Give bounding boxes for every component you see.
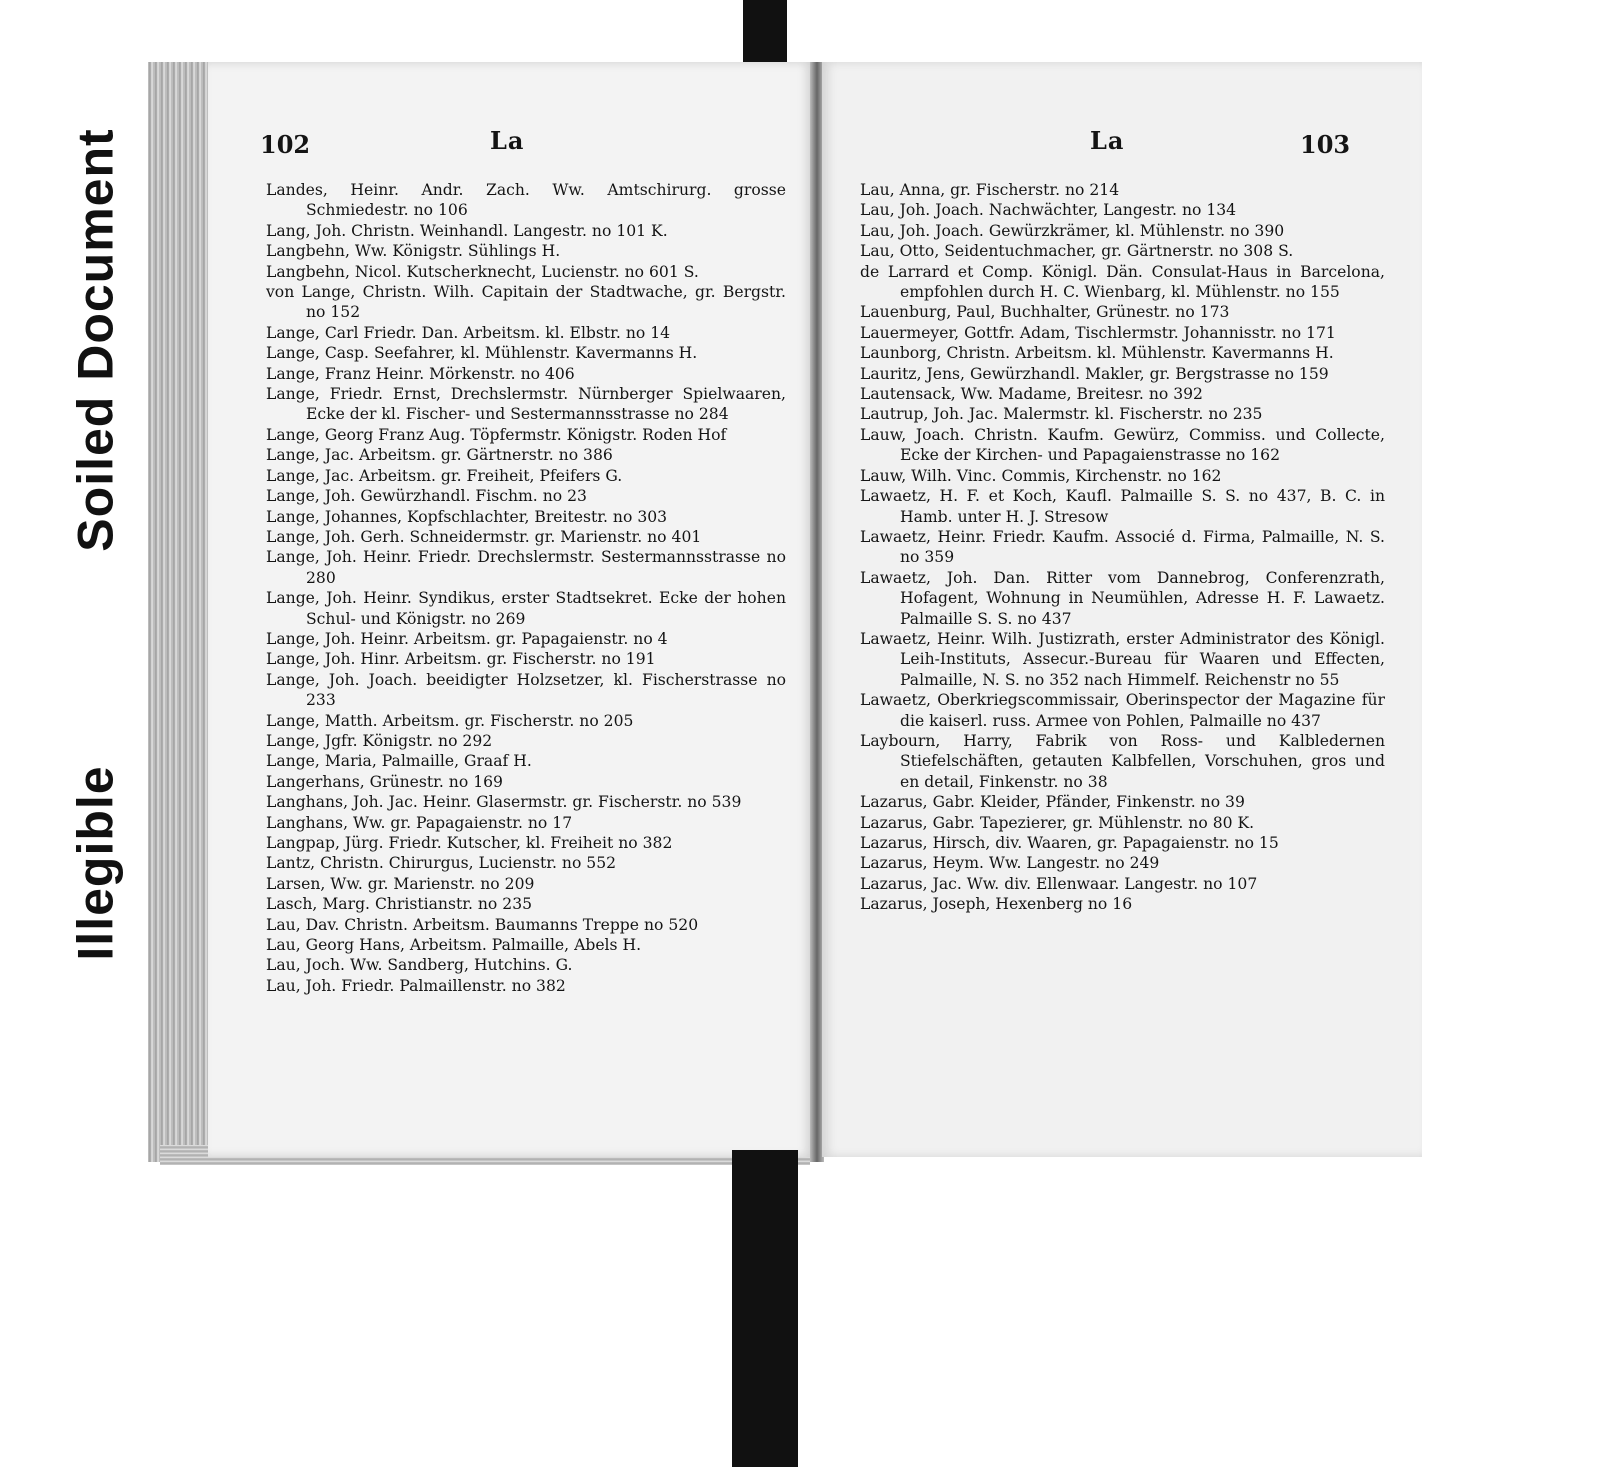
directory-entry: von Lange, Christn. Wilh. Capitain der Stadtwache, gr. Bergstr. no 152 <box>266 283 786 322</box>
directory-entry: Lawaetz, H. F. et Koch, Kaufl. Palmaille S. S. no 437, B. C. in Hamb. unter H. J. Stresow <box>860 487 1385 526</box>
directory-entry: Lange, Maria, Palmaille, Graaf H. <box>266 752 532 771</box>
page-edges <box>148 62 212 1162</box>
directory-entry: Langbehn, Nicol. Kutscherknecht, Lucienstr. no 601 S. <box>266 262 699 281</box>
directory-entry: Lawaetz, Joh. Dan. Ritter vom Dannebrog, Conferenzrath, Hofagent, Wohnung in Neumühlen, Adresse H. F. Lawaetz. Palmaille S. S. no 437 <box>860 568 1385 628</box>
directory-entry: Lazarus, Gabr. Kleider, Pfänder, Finkenstr. no 39 <box>860 793 1245 812</box>
directory-entry: Lazarus, Heym. Ww. Langestr. no 249 <box>860 854 1160 873</box>
page-number-right: 103 <box>1300 130 1351 159</box>
directory-entry: Lange, Jac. Arbeitsm. gr. Gärtnerstr. no 386 <box>266 446 613 465</box>
directory-entry: Lange, Johannes, Kopfschlachter, Breitestr. no 303 <box>266 507 668 526</box>
directory-entry: Lang, Joh. Christn. Weinhandl. Langestr. no 101 K. <box>266 221 668 240</box>
directory-entry: Lange, Joh. Heinr. Syndikus, erster Stadtsekret. Ecke der hohen Schul- und Königstr. no 269 <box>266 589 786 628</box>
directory-entry: Laybourn, Harry, Fabrik von Ross- und Kalbledernen Stiefelschäften, getauten Kalbfellen, Vorschuhen, gros und en detail, Finkenstr. no 38 <box>860 731 1385 791</box>
directory-entry: Lawaetz, Heinr. Friedr. Kaufm. Associé d. Firma, Palmaille, N. S. no 359 <box>860 527 1385 567</box>
directory-entry: Lange, Joh. Joach. beeidigter Holzsetzer, kl. Fischerstrasse no 233 <box>266 670 786 710</box>
directory-entry: Lau, Georg Hans, Arbeitsm. Palmaille, Abels H. <box>266 936 642 955</box>
directory-entry: Lauenburg, Paul, Buchhalter, Grünestr. no 173 <box>860 303 1230 322</box>
directory-entry: Lau, Joh. Joach. Nachwächter, Langestr. no 134 <box>860 201 1237 220</box>
directory-entry: Lange, Joh. Gewürzhandl. Fischm. no 23 <box>266 487 587 506</box>
directory-entry: Lazarus, Jac. Ww. div. Ellenwaar. Langestr. no 107 <box>860 874 1258 893</box>
directory-entry: Lange, Georg Franz Aug. Töpfermstr. Königstr. Roden Hof <box>266 425 727 444</box>
directory-entry: Lange, Carl Friedr. Dan. Arbeitsm. kl. Elbstr. no 14 <box>266 323 671 342</box>
directory-entry: de Larrard et Comp. Königl. Dän. Consulat-Haus in Barcelona, empfohlen durch H. C. Wienbarg, kl. Mühlenstr. no 155 <box>860 262 1385 302</box>
directory-entry: Langerhans, Grünestr. no 169 <box>266 772 503 791</box>
directory-entry: Lau, Joh. Friedr. Palmaillenstr. no 382 <box>266 976 566 995</box>
directory-entry: Lange, Jgfr. Königstr. no 292 <box>266 731 493 750</box>
directory-entry: Lawaetz, Oberkriegscommissair, Oberinspector der Magazine für die kaiserl. russ. Armee von Pohlen, Palmaille no 437 <box>860 691 1385 730</box>
page-number-left: 102 <box>260 130 311 159</box>
directory-entry: Lazarus, Gabr. Tapezierer, gr. Mühlenstr. no 80 K. <box>860 813 1255 832</box>
directory-entry: Lauw, Wilh. Vinc. Commis, Kirchenstr. no 162 <box>860 466 1222 485</box>
directory-entry: Landes, Heinr. Andr. Zach. Ww. Amtschirurg. grosse Schmiedestr. no 106 <box>266 181 786 220</box>
soiled-document-stamp: Soiled Document <box>68 128 124 552</box>
directory-entry: Lauritz, Jens, Gewürzhandl. Makler, gr. Bergstrasse no 159 <box>860 364 1329 383</box>
directory-entry: Lauw, Joach. Christn. Kaufm. Gewürz, Commiss. und Collecte, Ecke der Kirchen- und Papagaienstrasse no 162 <box>860 425 1385 465</box>
directory-entry: Lange, Joh. Hinr. Arbeitsm. gr. Fischerstr. no 191 <box>266 650 656 669</box>
directory-entry: Launborg, Christn. Arbeitsm. kl. Mühlenstr. Kavermanns H. <box>860 344 1334 363</box>
illegible-stamp: Illegible <box>68 764 125 961</box>
directory-entry: Langhans, Joh. Jac. Heinr. Glasermstr. gr. Fischerstr. no 539 <box>266 793 742 812</box>
directory-entry: Lau, Joch. Ww. Sandberg, Hutchins. G. <box>266 956 573 975</box>
directory-entry: Lange, Joh. Heinr. Arbeitsm. gr. Papagaienstr. no 4 <box>266 629 668 648</box>
binding-strip-top <box>743 0 787 68</box>
directory-entry: Lange, Franz Heinr. Mörkenstr. no 406 <box>266 364 575 383</box>
directory-entry: Lange, Casp. Seefahrer, kl. Mühlenstr. Kavermanns H. <box>266 344 698 363</box>
page-heading-right: La <box>1090 126 1125 155</box>
directory-entry: Lauermeyer, Gottfr. Adam, Tischlermstr. Johannisstr. no 171 <box>860 323 1336 342</box>
page-heading-left: La <box>490 126 525 155</box>
left-entry-list <box>266 180 786 996</box>
directory-entry: Lau, Joh. Joach. Gewürzkrämer, kl. Mühlenstr. no 390 <box>860 221 1285 240</box>
directory-entry: Lange, Jac. Arbeitsm. gr. Freiheit, Pfeifers G. <box>266 466 623 485</box>
directory-entry: Langpap, Jürg. Friedr. Kutscher, kl. Freiheit no 382 <box>266 834 673 852</box>
directory-entry: Langbehn, Ww. Königstr. Sühlings H. <box>266 242 561 261</box>
directory-entry: Lantz, Christn. Chirurgus, Lucienstr. no 552 <box>266 854 617 873</box>
left-page <box>208 62 813 1157</box>
directory-entry: Lau, Otto, Seidentuchmacher, gr. Gärtnerstr. no 308 S. <box>860 242 1294 261</box>
directory-entry: Langhans, Ww. gr. Papagaienstr. no 17 <box>266 813 573 832</box>
binding-strip-bottom <box>732 1150 798 1467</box>
directory-entry: Lange, Friedr. Ernst, Drechslermstr. Nürnberger Spielwaaren, Ecke der kl. Fischer- und Sestermannsstrasse no 284 <box>266 385 786 424</box>
directory-entry: Lazarus, Joseph, Hexenberg no 16 <box>860 895 1133 914</box>
directory-entry: Lau, Dav. Christn. Arbeitsm. Baumanns Treppe no 520 <box>266 915 699 934</box>
directory-entry: Lange, Joh. Heinr. Friedr. Drechslermstr. Sestermannsstrasse no 280 <box>266 548 786 587</box>
directory-entry: Lazarus, Hirsch, div. Waaren, gr. Papagaienstr. no 15 <box>860 834 1279 852</box>
directory-entry: Lau, Anna, gr. Fischerstr. no 214 <box>860 181 1120 199</box>
right-page <box>822 62 1422 1157</box>
directory-entry: Larsen, Ww. gr. Marienstr. no 209 <box>266 874 535 893</box>
directory-entry: Lange, Matth. Arbeitsm. gr. Fischerstr. no 205 <box>266 711 634 730</box>
directory-entry: Lasch, Marg. Christianstr. no 235 <box>266 895 533 914</box>
directory-entry: Lautrup, Joh. Jac. Malermstr. kl. Fischerstr. no 235 <box>860 405 1263 424</box>
directory-entry: Lautensack, Ww. Madame, Breitesr. no 392 <box>860 385 1203 404</box>
right-entry-list <box>860 180 1385 915</box>
directory-entry: Lange, Joh. Gerh. Schneidermstr. gr. Marienstr. no 401 <box>266 527 702 546</box>
directory-entry: Lawaetz, Heinr. Wilh. Justizrath, erster Administrator des Königl. Leih-Instituts, Assecur.-Bureau für Waaren und Effecten, Palmaille, N. S. no 352 nach Himmelf. Reichenstr no 55 <box>860 629 1385 689</box>
